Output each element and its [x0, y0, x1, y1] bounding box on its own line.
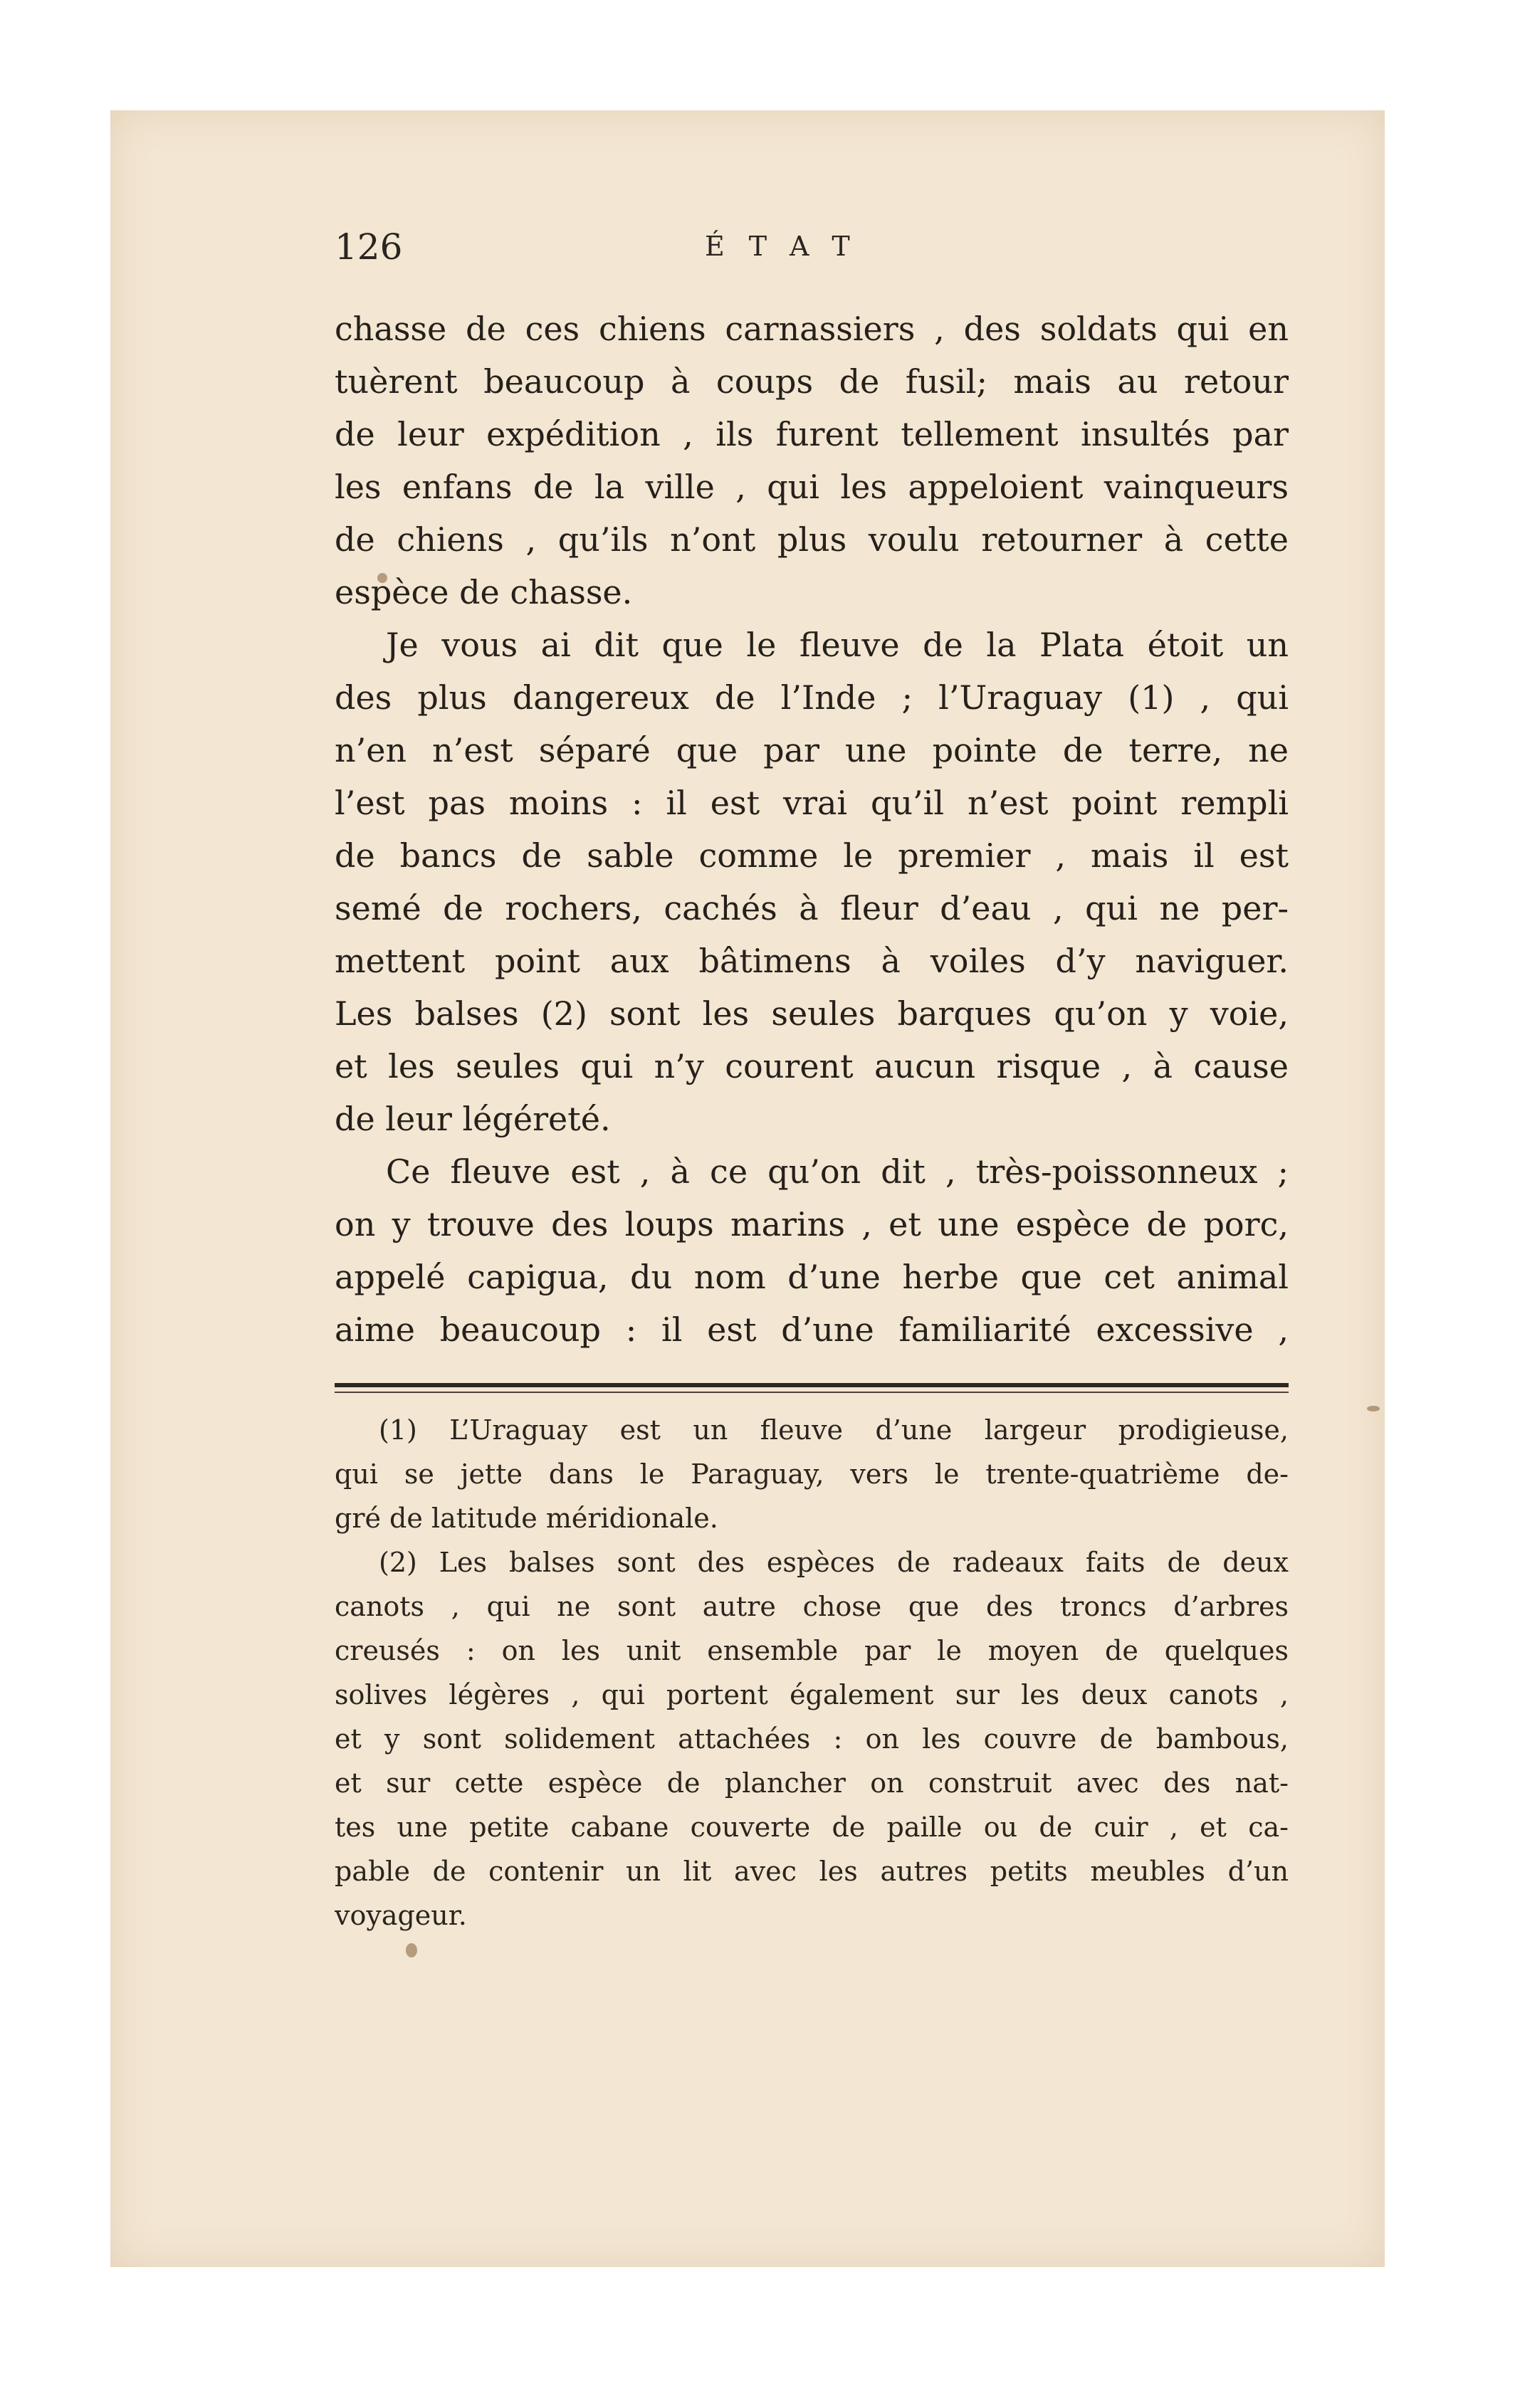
text-line: des plus dangereux de l’Inde ; l’Uraguay (1) , qui — [335, 678, 1289, 717]
footnote-line: creusés : on les unit ensemble par le moyen de quelques — [335, 1635, 1289, 1666]
text-line: l’est pas moins : il est vrai qu’il n’est point rempli — [335, 784, 1289, 822]
text-line: de leur expédition , ils furent tellement insultés par — [335, 415, 1289, 453]
footnote-rule — [335, 1383, 1289, 1387]
text-line: Ce fleuve est , à ce qu’on dit , très-poissonneux ; — [386, 1152, 1289, 1191]
ink-stain — [406, 1943, 417, 1957]
main-text — [335, 303, 1289, 1356]
footnote-line: (1) L’Uraguay est un fleuve d’une largeur prodigieuse, — [379, 1414, 1289, 1446]
text-line: mettent point aux bâtimens à voiles d’y naviguer. — [335, 942, 1289, 980]
footnote-line: canots , qui ne sont autre chose que des troncs d’arbres — [335, 1591, 1289, 1622]
ink-stain — [1367, 1406, 1380, 1411]
text-line: et les seules qui n’y courent aucun risque , à cause — [335, 1047, 1289, 1085]
footnote-line: (2) Les balses sont des espèces de radeaux faits de deux — [379, 1547, 1289, 1578]
text-line: appelé capigua, du nom d’une herbe que cet animal — [335, 1258, 1289, 1296]
footnote-line: et y sont solidement attachées : on les couvre de bambous, — [335, 1723, 1289, 1755]
footnotes — [335, 1408, 1289, 1938]
text-line: Je vous ai dit que le fleuve de la Plata étoit un — [386, 626, 1289, 664]
running-head: ÉTAT — [705, 231, 874, 262]
text-line: de bancs de sable comme le premier , mais il est — [335, 836, 1289, 875]
footnote-rule-thin — [335, 1392, 1289, 1393]
text-line: les enfans de la ville , qui les appeloient vainqueurs — [335, 468, 1289, 506]
page-header — [335, 226, 1289, 276]
footnote-line: pable de contenir un lit avec les autres petits meubles d’un — [335, 1856, 1289, 1887]
footnote-line: solives légères , qui portent également sur les deux canots , — [335, 1679, 1289, 1710]
footnote-line: qui se jette dans le Paraguay, vers le trente-quatrième de- — [335, 1458, 1289, 1490]
footnote-line: et sur cette espèce de plancher on construit avec des nat- — [335, 1767, 1289, 1799]
text-line: semé de rochers, cachés à fleur d’eau , qui ne per- — [335, 889, 1289, 927]
text-line: Les balses (2) sont les seules barques qu’on y voie, — [335, 994, 1289, 1033]
text-line: aime beaucoup : il est d’une familiarité excessive , — [335, 1310, 1289, 1349]
page-number: 126 — [335, 226, 403, 268]
text-line: tuèrent beaucoup à coups de fusil; mais au retour — [335, 362, 1289, 401]
text-line: n’en n’est séparé que par une pointe de terre, ne — [335, 731, 1289, 769]
text-line: de chiens , qu’ils n’ont plus voulu retourner à cette — [335, 520, 1289, 559]
footnote-line: gré de latitude méridionale. — [335, 1503, 718, 1534]
text-line: on y trouve des loups marins , et une espèce de porc, — [335, 1205, 1289, 1244]
footnote-line: tes une petite cabane couverte de paille ou de cuir , et ca- — [335, 1812, 1289, 1843]
text-line: chasse de ces chiens carnassiers , des soldats qui en — [335, 310, 1289, 348]
text-line: de leur légéreté. — [335, 1100, 611, 1138]
footnote-line: voyageur. — [335, 1900, 467, 1931]
text-line: espèce de chasse. — [335, 573, 633, 611]
